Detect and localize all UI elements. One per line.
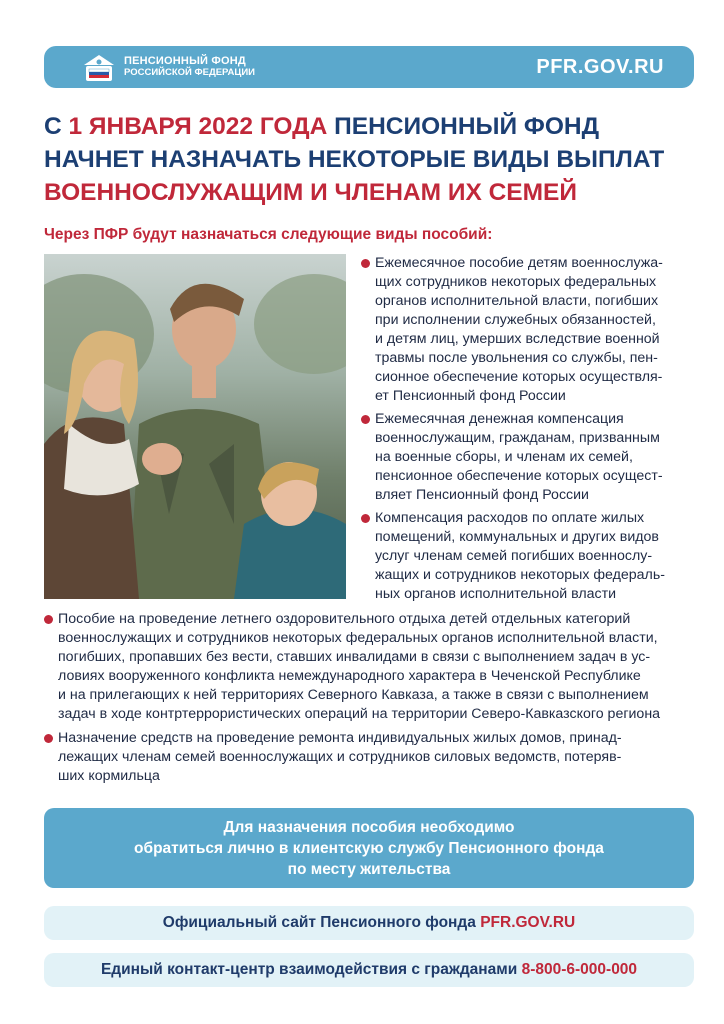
contact-phone-link[interactable]: 8-800-6-000-000	[521, 961, 638, 978]
official-site-link[interactable]: PFR.GOV.RU	[480, 914, 576, 931]
logo-text	[124, 55, 255, 79]
official-site-label: Официальный сайт Пенсионного фонда	[162, 914, 481, 931]
header-banner	[44, 46, 694, 88]
contact-center-bar	[44, 953, 694, 987]
family-photo	[44, 254, 346, 599]
title-line-1: С 1 ЯНВАРЯ 2022 ГОДА ПЕНСИОННЫЙ ФОНД	[44, 113, 600, 140]
benefits-list-full	[44, 610, 704, 791]
logo-line-1: ПЕНСИОННЫЙ ФОНД	[124, 55, 246, 67]
contact-center-label: Единый контакт-центр взаимодействия с гражданами	[100, 961, 522, 978]
logo-line-2: РОССИЙСКОЙ ФЕДЕРАЦИИ	[124, 67, 256, 78]
notice-line-2: обратиться лично в клиентскую службу Пенсионного фонда	[134, 839, 604, 857]
benefits-list-column	[361, 254, 701, 608]
list-item: Ежемесячное пособие детям военнослужа- щих сотрудников некоторых федеральных органов исполнительной власти, погибших при исполнении служебных обязанностей, и детям лиц, умерших вследствие военной травмы после увольнения со службы, пен- сионное обеспечение которых осуществля- ет Пенсионный фонд России	[361, 254, 701, 406]
notice-box	[44, 808, 694, 888]
header-site-link[interactable]: PFR.GOV.RU	[536, 56, 664, 78]
list-item: Компенсация расходов по оплате жилых помещений, коммунальных и других видов услуг членам семей погибших военнослу- жащих и сотрудников некоторых федераль- ных органов исполнительной власти	[361, 509, 701, 604]
title-line-2: НАЧНЕТ НАЗНАЧАТЬ НЕКОТОРЫЕ ВИДЫ ВЫПЛАТ	[44, 146, 665, 173]
list-item: Ежемесячная денежная компенсация военнослужащим, гражданам, призванным на военные сборы, и членам их семей, пенсионное обеспечение которых осущест- вляет Пенсионный фонд России	[361, 410, 701, 505]
notice-line-3: по месту жительства	[287, 860, 451, 878]
list-item: Назначение средств на проведение ремонта индивидуальных жилых домов, принад- лежащих членам семей военнослужащих и сотрудников силовых ведомств, потеряв- ших кормильца	[44, 729, 704, 786]
intro-text: Через ПФР будут назначаться следующие виды пособий:	[44, 226, 493, 243]
page-title	[44, 110, 704, 209]
title-line-3: ВОЕННОСЛУЖАЩИМ И ЧЛЕНАМ ИХ СЕМЕЙ	[44, 179, 577, 206]
pfr-logo-icon	[80, 51, 118, 83]
notice-line-1: Для назначения пособия необходимо	[223, 818, 515, 836]
list-item: Пособие на проведение летнего оздоровительного отдыха детей отдельных категорий военнослужащих и сотрудников некоторых федеральных органов исполнительной власти, погибших, пропавших без вести, ставших инвалидами в связи с выполнением задач в ус- ловиях вооруженного конфликта немеждународного характера в Чеченской Республике и на прилегающих к ней территориях Северного Кавказа, а также в связи с выполнением задач в ходе контртеррористических операций на территории Северо-Кавказского региона	[44, 610, 704, 724]
official-site-bar	[44, 906, 694, 940]
